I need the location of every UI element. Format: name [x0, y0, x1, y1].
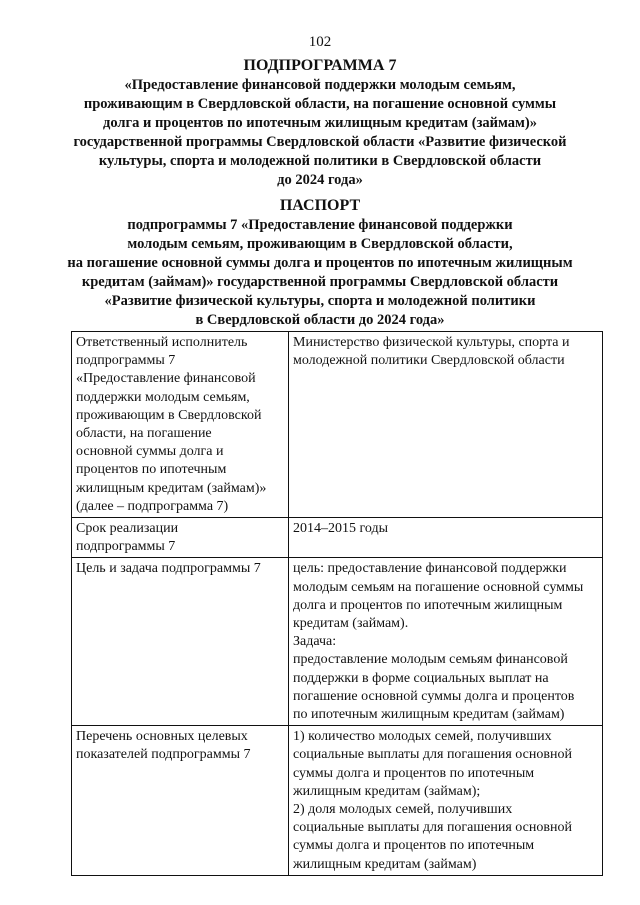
row-label-cell [72, 726, 289, 876]
subprogram-title: ПОДПРОГРАММА 7 [243, 57, 397, 74]
cell-line: жилищным кредитам (займам); [293, 783, 481, 799]
cell-line: кредитам (займам). [293, 616, 409, 632]
table-row [72, 518, 603, 558]
cell-line: долга и процентов по ипотечным жилищным [293, 597, 563, 613]
cell-line: жилищным кредитам (займам) [293, 856, 477, 872]
row-label-cell [72, 332, 289, 518]
passport-heading [40, 195, 600, 330]
cell-line: поддержки в форме социальных выплат на [293, 670, 549, 686]
cell-line: суммы долга и процентов по ипотечным [293, 765, 535, 781]
cell-line: поддержки молодым семьям, [76, 389, 250, 405]
passport-heading-line: «Развитие физической культуры, спорта и молодежной политики [104, 293, 536, 309]
cell-line: жилищным кредитам (займам)» [76, 480, 267, 496]
row-value-cell [289, 518, 603, 558]
row-label-cell [72, 558, 289, 726]
passport-heading-line: в Свердловской области до 2024 года» [195, 312, 445, 328]
row-value-cell [289, 332, 603, 518]
passport-heading-line: подпрограммы 7 «Предоставление финансовой поддержки [127, 217, 513, 233]
cell-line: суммы долга и процентов по ипотечным [293, 838, 535, 854]
cell-line: цель: предоставление финансовой поддержки [293, 561, 567, 577]
row-label-cell [72, 518, 289, 558]
cell-line: 2) доля молодых семей, получивших [293, 802, 513, 818]
cell-line: Министерство физической культуры, спорта и [293, 335, 570, 350]
passport-title: ПАСПОРТ [279, 197, 361, 214]
cell-line: Задача: [293, 634, 337, 650]
cell-line: Ответственный исполнитель [76, 335, 248, 350]
subprogram-heading-line: до 2024 года» [277, 172, 363, 188]
cell-line: Цель и задача подпрограммы 7 [76, 561, 261, 577]
cell-line: социальные выплаты для погашения основной [293, 747, 572, 763]
cell-line: Срок реализации [76, 521, 179, 537]
cell-line: Перечень основных целевых [76, 729, 248, 745]
cell-line: по ипотечным жилищным кредитам (займам) [293, 707, 565, 723]
row-value-cell [289, 726, 603, 876]
cell-line: области, на погашение [76, 426, 212, 442]
passport-heading-line: молодым семьям, проживающим в Свердловской области, [127, 236, 513, 252]
subprogram-heading [40, 55, 600, 190]
table-row [72, 332, 603, 518]
cell-line: показателей подпрограммы 7 [76, 747, 251, 763]
passport-table [71, 331, 603, 876]
page-number: 102 [308, 34, 332, 50]
cell-line: процентов по ипотечным [76, 462, 227, 478]
subprogram-heading-line: государственной программы Свердловской области «Развитие физической [73, 134, 567, 150]
cell-line: основной суммы долга и [76, 444, 224, 460]
table-row [72, 558, 603, 726]
cell-line: (далее – подпрограмма 7) [76, 498, 229, 514]
cell-line: молодежной политики Свердловской области [293, 353, 565, 369]
cell-line: «Предоставление финансовой [76, 371, 256, 387]
cell-line: 1) количество молодых семей, получивших [293, 729, 552, 745]
cell-line: погашение основной суммы долга и процентов [293, 688, 575, 704]
row-value-cell [289, 558, 603, 726]
cell-line: подпрограммы 7 [76, 539, 176, 555]
cell-line: 2014–2015 годы [293, 521, 389, 537]
passport-heading-line: на погашение основной суммы долга и процентов по ипотечным жилищным [67, 255, 573, 271]
cell-line: социальные выплаты для погашения основной [293, 820, 572, 836]
subprogram-heading-line: долга и процентов по ипотечным жилищным кредитам (займам)» [102, 115, 538, 131]
cell-line: подпрограммы 7 [76, 353, 176, 369]
cell-line: молодым семьям на погашение основной суммы [293, 579, 584, 595]
subprogram-heading-line: проживающим в Свердловской области, на погашение основной суммы [83, 96, 557, 112]
cell-line: предоставление молодым семьям финансовой [293, 652, 568, 668]
passport-heading-line: кредитам (займам)» государственной программы Свердловской области [81, 274, 559, 290]
subprogram-heading-line: «Предоставление финансовой поддержки молодым семьям, [124, 77, 516, 93]
cell-line: проживающим в Свердловской [76, 407, 262, 423]
table-row [72, 726, 603, 876]
subprogram-heading-line: культуры, спорта и молодежной политики в Свердловской области [98, 153, 542, 169]
